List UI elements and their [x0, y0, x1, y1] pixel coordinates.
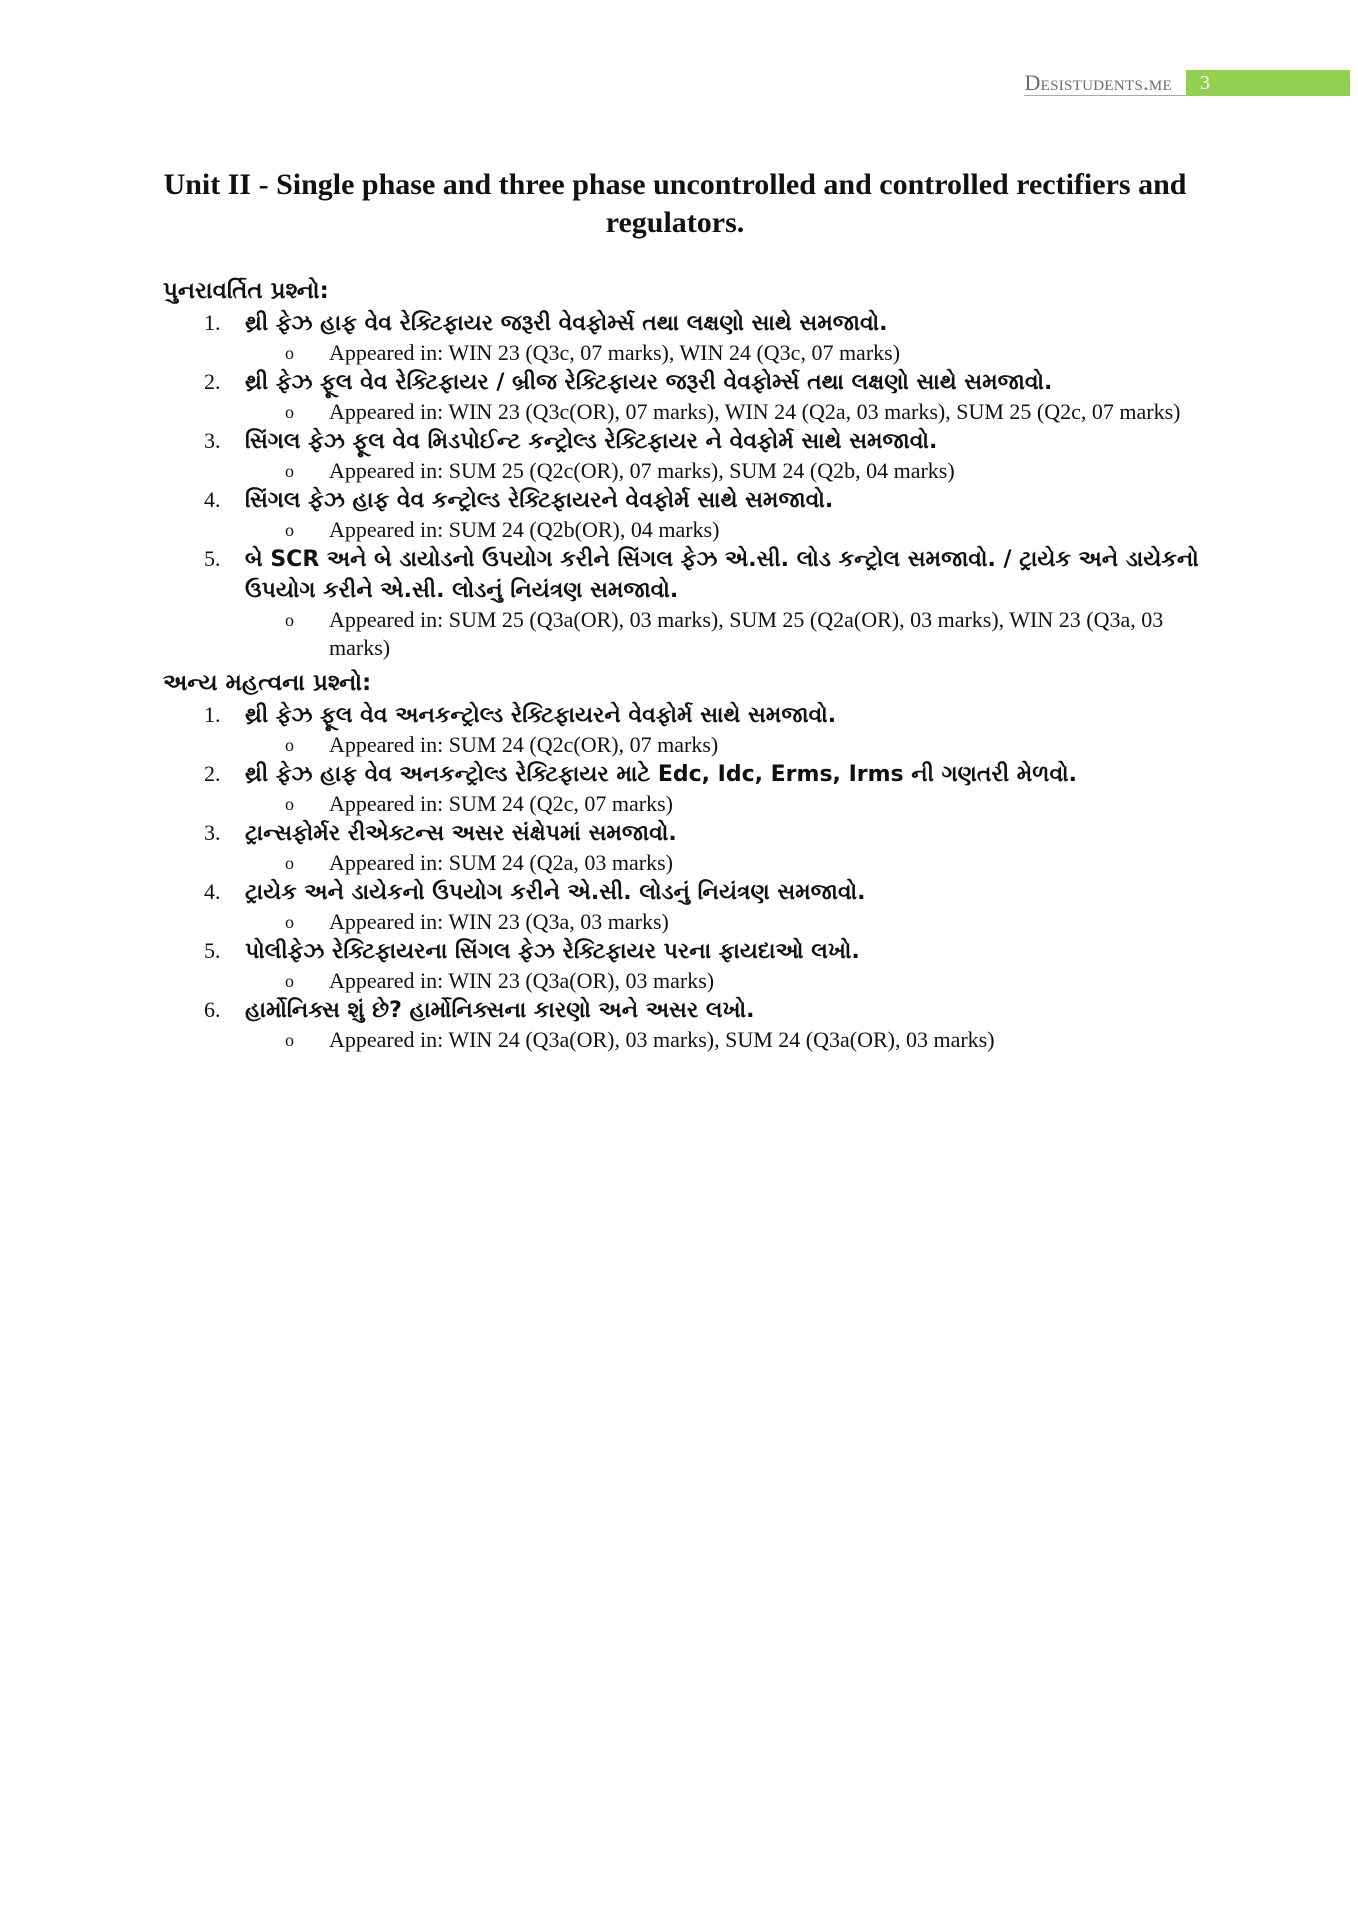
section-heading-other: અન્ય મહત્વના પ્રશ્નો:	[163, 670, 372, 696]
question-text: હાર્મોનિક્સ શું છે? હાર્મોનિક્સના કારણો અને અસર લખો.	[245, 998, 755, 1023]
appeared-in	[163, 339, 1223, 367]
question-item	[163, 759, 1223, 790]
bullet-icon: o	[285, 343, 294, 363]
question-item	[163, 426, 1223, 457]
bullet-icon: o	[285, 735, 294, 755]
question-number: 3.	[204, 428, 221, 453]
question-number: 1.	[204, 310, 221, 335]
bullet-icon: o	[285, 971, 294, 991]
bullet-icon: o	[285, 794, 294, 814]
appeared-in	[163, 398, 1223, 426]
bullet-icon: o	[285, 461, 294, 481]
appeared-text: Appeared in: WIN 23 (Q3c, 07 marks), WIN 24 (Q3c, 07 marks)	[329, 340, 901, 365]
question-text: થ્રી ફેઝ ફૂલ વેવ રેક્ટિફાયર / બ્રીજ રેક્ટિફાયર જરૂરી વેવફોર્મ્સ તથા લક્ષણો સાથે સમજાવો.	[245, 370, 1053, 395]
appeared-text: Appeared in: SUM 24 (Q2c, 07 marks)	[329, 791, 673, 816]
question-number: 4.	[204, 879, 221, 904]
bullet-icon: o	[285, 402, 294, 422]
question-text: બે SCR અને બે ડાયોડનો ઉપયોગ કરીને સિંગલ ફેઝ એ.સી. લોડ કન્ટ્રોલ સમજાવો. / ટ્રાયેક અને ડાયેકનો ઉપયોગ કરીને એ.સી. લોડનું નિયંત્રણ સમજાવો.	[245, 547, 1199, 603]
site-name: Desistudents.me	[1024, 70, 1186, 96]
question-item	[163, 700, 1223, 731]
appeared-in	[163, 606, 1223, 662]
question-number: 5.	[204, 546, 221, 571]
question-number: 2.	[204, 369, 221, 394]
question-item	[163, 544, 1223, 606]
question-text: થ્રી ફેઝ હાફ વેવ રેક્ટિફાયર જરૂરી વેવફોર્મ્સ તથા લક્ષણો સાથે સમજાવો.	[245, 311, 888, 336]
unit-title: Unit II - Single phase and three phase uncontrolled and controlled rectifiers and regulators.	[163, 168, 1187, 239]
appeared-text: Appeared in: SUM 25 (Q3a(OR), 03 marks), SUM 25 (Q2a(OR), 03 marks), WIN 23 (Q3a, 03 marks)	[329, 607, 1164, 660]
question-item	[163, 485, 1223, 516]
question-text: સિંગલ ફેઝ હાફ વેવ કન્ટ્રોલ્ડ રેક્ટિફાયરને વેવફોર્મ સાથે સમજાવો.	[245, 488, 834, 513]
question-text: પોલીફેઝ રેક્ટિફાયરના સિંગલ ફેઝ રેક્ટિફાયર પરના ફાયદાઓ લખો.	[245, 939, 860, 964]
bullet-icon: o	[285, 610, 294, 630]
question-number: 1.	[204, 702, 221, 727]
question-text: થ્રી ફેઝ ફૂલ વેવ અનકન્ટ્રોલ્ડ રેક્ટિફાયરને વેવફોર્મ સાથે સમજાવો.	[245, 703, 837, 728]
page-number: 3	[1186, 70, 1350, 96]
appeared-in	[163, 457, 1223, 485]
appeared-in	[163, 731, 1223, 759]
question-item	[163, 308, 1223, 339]
bullet-icon: o	[285, 853, 294, 873]
question-text: સિંગલ ફેઝ ફૂલ વેવ મિડપોઈન્ટ કન્ટ્રોલ્ડ રેક્ટિફાયર ને વેવફોર્મ સાથે સમજાવો.	[245, 429, 938, 454]
appeared-in	[163, 790, 1223, 818]
question-item	[163, 995, 1223, 1026]
appeared-in	[163, 908, 1223, 936]
question-text: થ્રી ફેઝ હાફ વેવ અનકન્ટ્રોલ્ડ રેક્ટિફાયર માટે Edc, Idc, Erms, Irms ની ગણતરી મેળવો.	[245, 762, 1078, 787]
question-number: 6.	[204, 997, 221, 1022]
appeared-text: Appeared in: SUM 24 (Q2c(OR), 07 marks)	[329, 732, 719, 757]
question-item	[163, 818, 1223, 849]
appeared-in	[163, 516, 1223, 544]
appeared-text: Appeared in: SUM 24 (Q2a, 03 marks)	[329, 850, 673, 875]
question-number: 3.	[204, 820, 221, 845]
bullet-icon: o	[285, 1030, 294, 1050]
appeared-text: Appeared in: WIN 23 (Q3a, 03 marks)	[329, 909, 669, 934]
question-item	[163, 877, 1223, 908]
appeared-in	[163, 967, 1223, 995]
appeared-in	[163, 1026, 1223, 1054]
appeared-text: Appeared in: WIN 23 (Q3a(OR), 03 marks)	[329, 968, 715, 993]
question-number: 5.	[204, 938, 221, 963]
question-number: 4.	[204, 487, 221, 512]
page-header	[1024, 70, 1350, 96]
question-item	[163, 936, 1223, 967]
appeared-text: Appeared in: SUM 25 (Q2c(OR), 07 marks), SUM 24 (Q2b, 04 marks)	[329, 458, 955, 483]
section-heading-repeated: પુનરાવર્તિત પ્રશ્નો:	[163, 278, 329, 304]
question-text: ટ્રાયેક અને ડાયેકનો ઉપયોગ કરીને એ.સી. લોડનું નિયંત્રણ સમજાવો.	[245, 880, 866, 905]
appeared-text: Appeared in: SUM 24 (Q2b(OR), 04 marks)	[329, 517, 720, 542]
appeared-text: Appeared in: WIN 23 (Q3c(OR), 07 marks), WIN 24 (Q2a, 03 marks), SUM 25 (Q2c, 07 marks)	[329, 399, 1181, 424]
bullet-icon: o	[285, 520, 294, 540]
questions-content	[163, 270, 1223, 1054]
bullet-icon: o	[285, 912, 294, 932]
question-item	[163, 367, 1223, 398]
appeared-text: Appeared in: WIN 24 (Q3a(OR), 03 marks), SUM 24 (Q3a(OR), 03 marks)	[329, 1027, 995, 1052]
appeared-in	[163, 849, 1223, 877]
question-text: ટ્રાન્સફોર્મર રીએક્ટન્સ અસર સંક્ષેપમાં સમજાવો.	[245, 821, 677, 846]
question-number: 2.	[204, 761, 221, 786]
